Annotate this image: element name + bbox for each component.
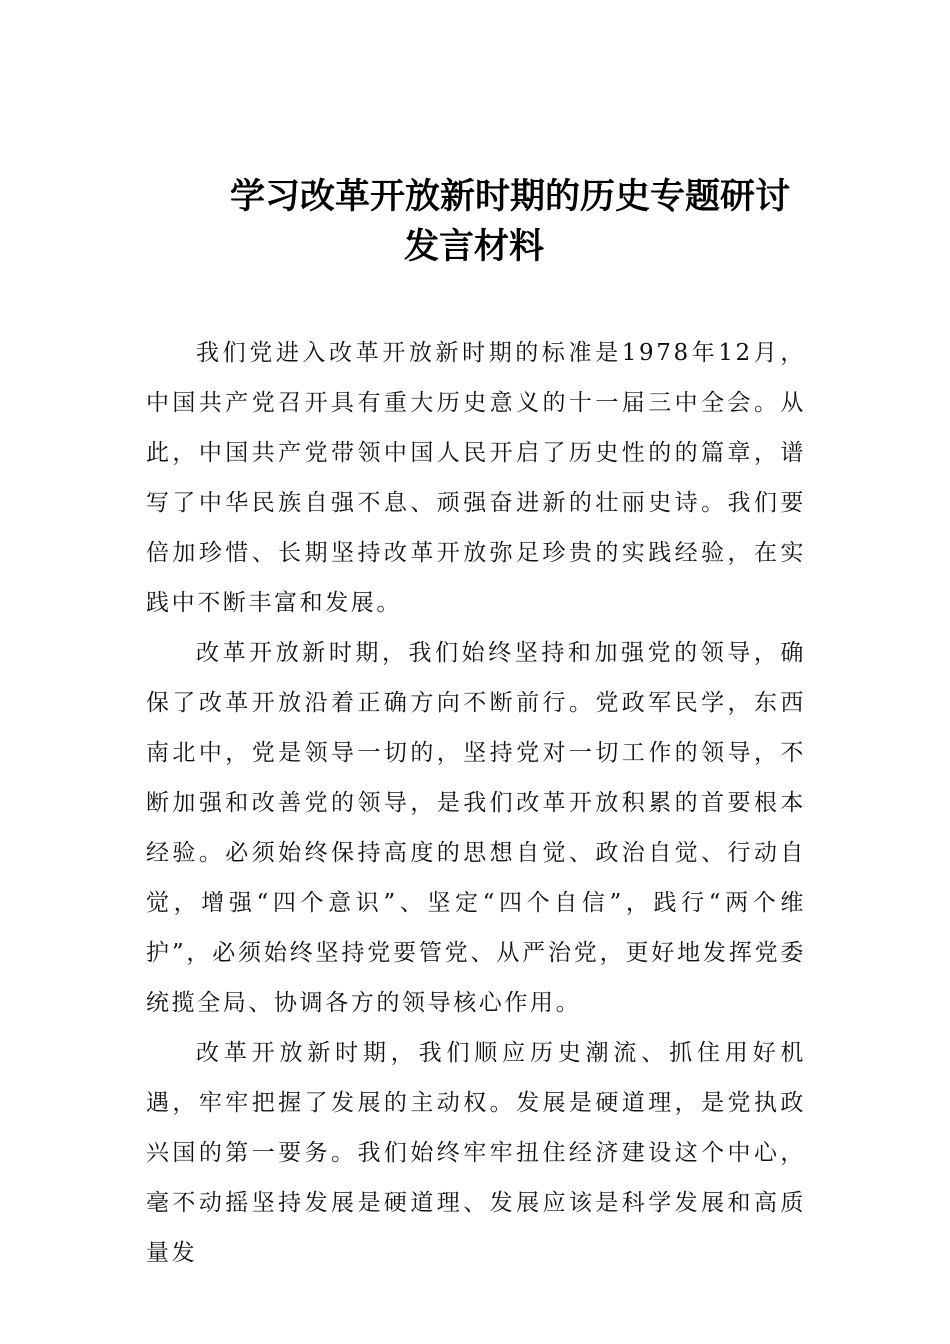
paragraph-2: 改革开放新时期，我们始终坚持和加强党的领导，确保了改革开放沿着正确方向不断前行。党政军民学，东西南北中，党是领导一切的，坚持党对一切工作的领导，不断加强和改善党的领导，是我们改革开放积累的首要根本经验。必须始终保持高度的思想自觉、政治自觉、行动自觉，增强“四个意识”、坚定“四个自信”，践行“两个维护”，必须始终坚持党要管党、从严治党，更好地发挥党委统揽全局、协调各方的领导核心作用。 bbox=[146, 640, 806, 1016]
paragraph-3: 改革开放新时期，我们顺应历史潮流、抓住用好机遇，牢牢把握了发展的主动权。发展是硬道理，是党执政兴国的第一要务。我们始终牢牢扭住经济建设这个中心，毫不动摇坚持发展是硬道理、发展应该是科学发展和高质量发 bbox=[146, 1040, 806, 1266]
document-title bbox=[230, 172, 830, 272]
document-body bbox=[146, 328, 806, 1278]
paragraph-1: 我们党进入改革开放新时期的标准是1978年12月，中国共产党召开具有重大历史意义的十一届三中全会。从此，中国共产党带领中国人民开启了历史性的的篇章，谱写了中华民族自强不息、顽强奋进新的壮丽史诗。我们要倍加珍惜、长期坚持改革开放弥足珍贵的实践经验，在实践中不断丰富和发展。 bbox=[146, 340, 806, 616]
title-line-2: 发言材料 bbox=[404, 226, 545, 267]
title-line-1: 学习改革开放新时期的历史专题研讨 bbox=[230, 176, 791, 217]
